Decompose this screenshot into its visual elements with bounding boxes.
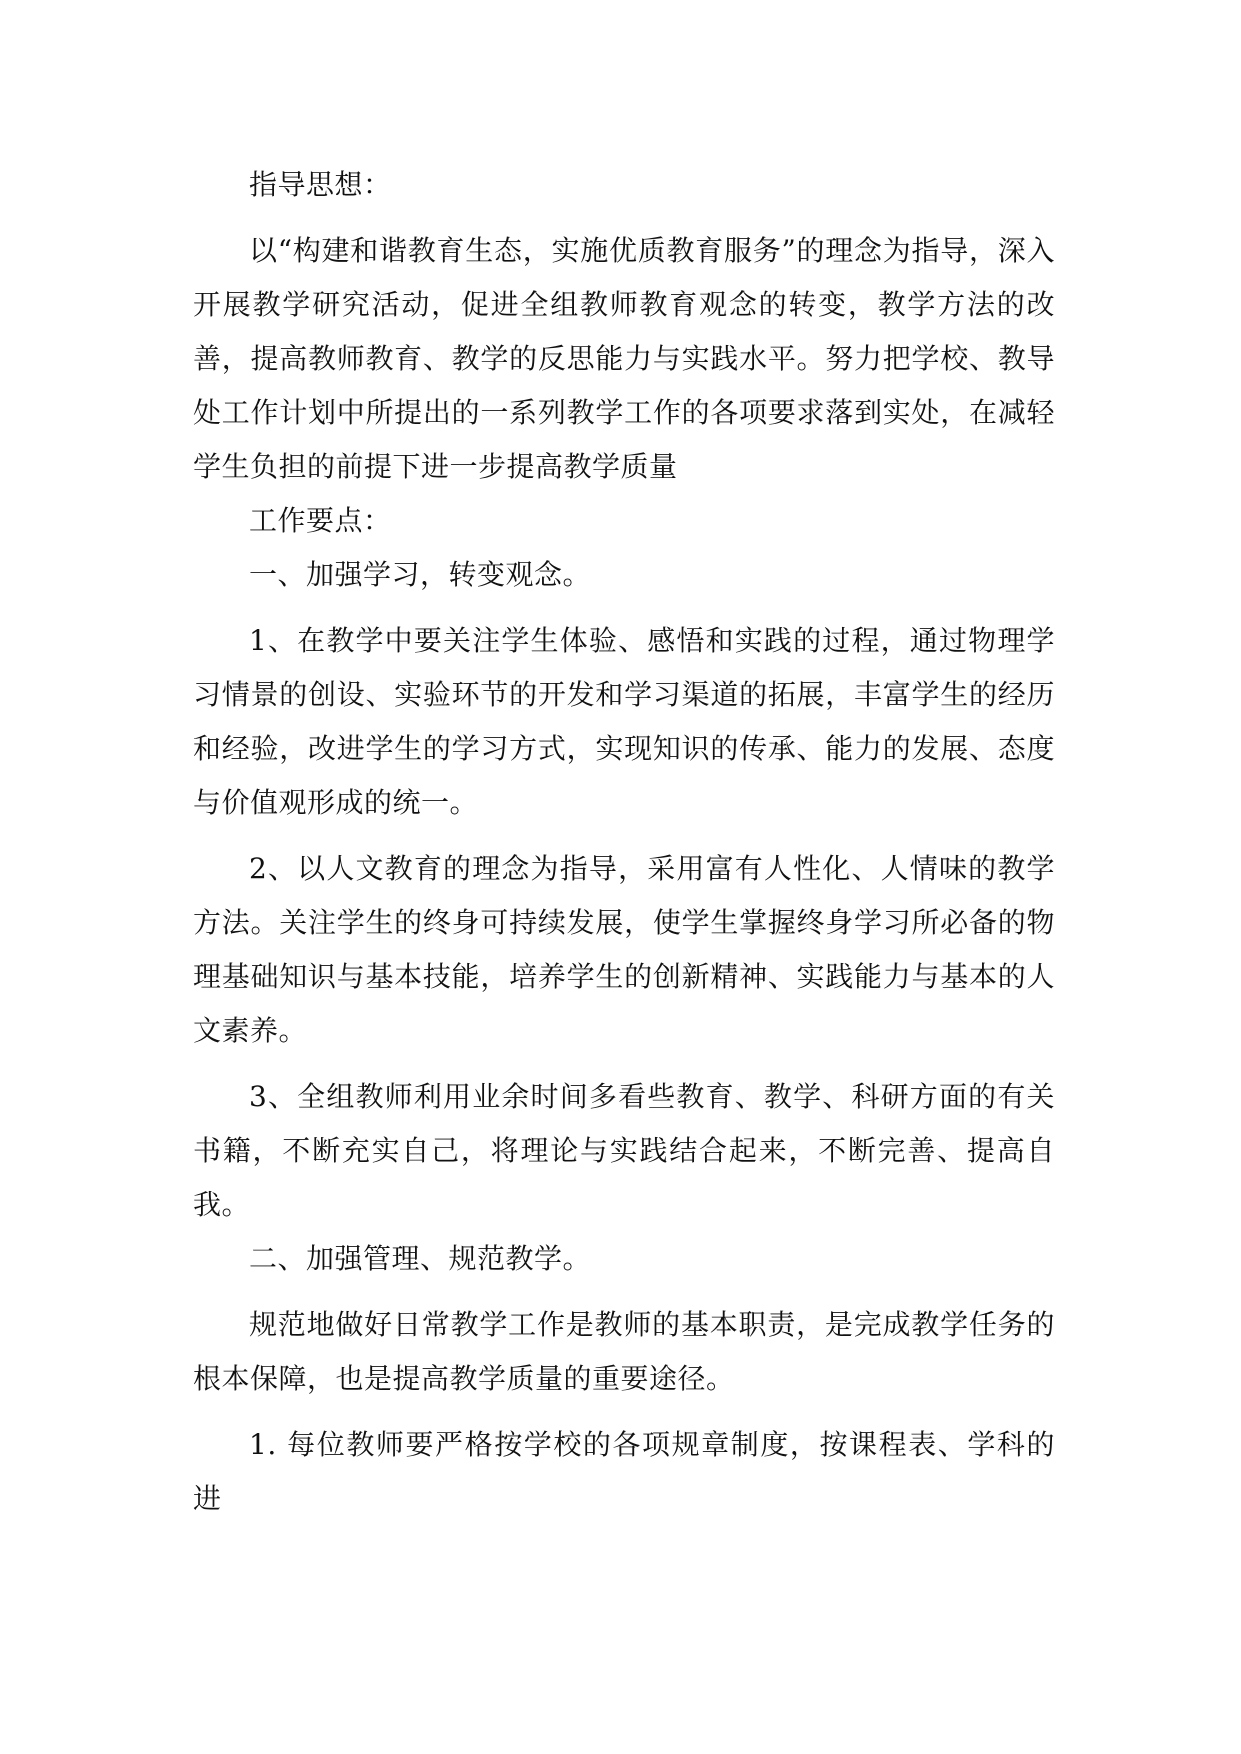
paragraph-guiding-ideology: 以“构建和谐教育生态，实施优质教育服务”的理念为指导，深入开展教学研究活动，促进全组教师教育观念的转变，教学方法的改善，提高教师教育、教学的反思能力与实践水平。努力把学校、教导处工作计划中所提出的一系列教学工作的各项要求落到实处，在减轻学生负担的前提下进一步提高教学质量 — [193, 234, 1055, 483]
section-heading-2: 二、加强管理、规范教学。 — [249, 1242, 592, 1275]
heading-guiding-ideology: 指导思想： — [249, 168, 392, 201]
section-heading-1: 一、加强学习，转变观念。 — [249, 558, 592, 591]
paragraph-section-2-intro: 规范地做好日常教学工作是教师的基本职责，是完成教学任务的根本保障，也是提高教学质量的重要途径。 — [193, 1308, 1055, 1395]
paragraph-section-2-item-1: 1. 每位教师要严格按学校的各项规章制度，按课程表、学科的进 — [193, 1428, 1055, 1515]
paragraph-item-2: 2、以人文教育的理念为指导，采用富有人性化、人情味的教学方法。关注学生的终身可持续发展，使学生掌握终身学习所必备的物理基础知识与基本技能，培养学生的创新精神、实践能力与基本的人文素养。 — [193, 852, 1055, 1047]
heading-work-points: 工作要点： — [249, 504, 392, 537]
paragraph-item-1: 1、在教学中要关注学生体验、感悟和实践的过程，通过物理学习情景的创设、实验环节的开发和学习渠道的拓展，丰富学生的经历和经验，改进学生的学习方式，实现知识的传承、能力的发展、态度与价值观形成的统一。 — [193, 624, 1055, 819]
document-body — [193, 158, 1055, 1526]
paragraph-item-3: 3、全组教师利用业余时间多看些教育、教学、科研方面的有关书籍，不断充实自己，将理论与实践结合起来，不断完善、提高自我。 — [193, 1080, 1055, 1221]
